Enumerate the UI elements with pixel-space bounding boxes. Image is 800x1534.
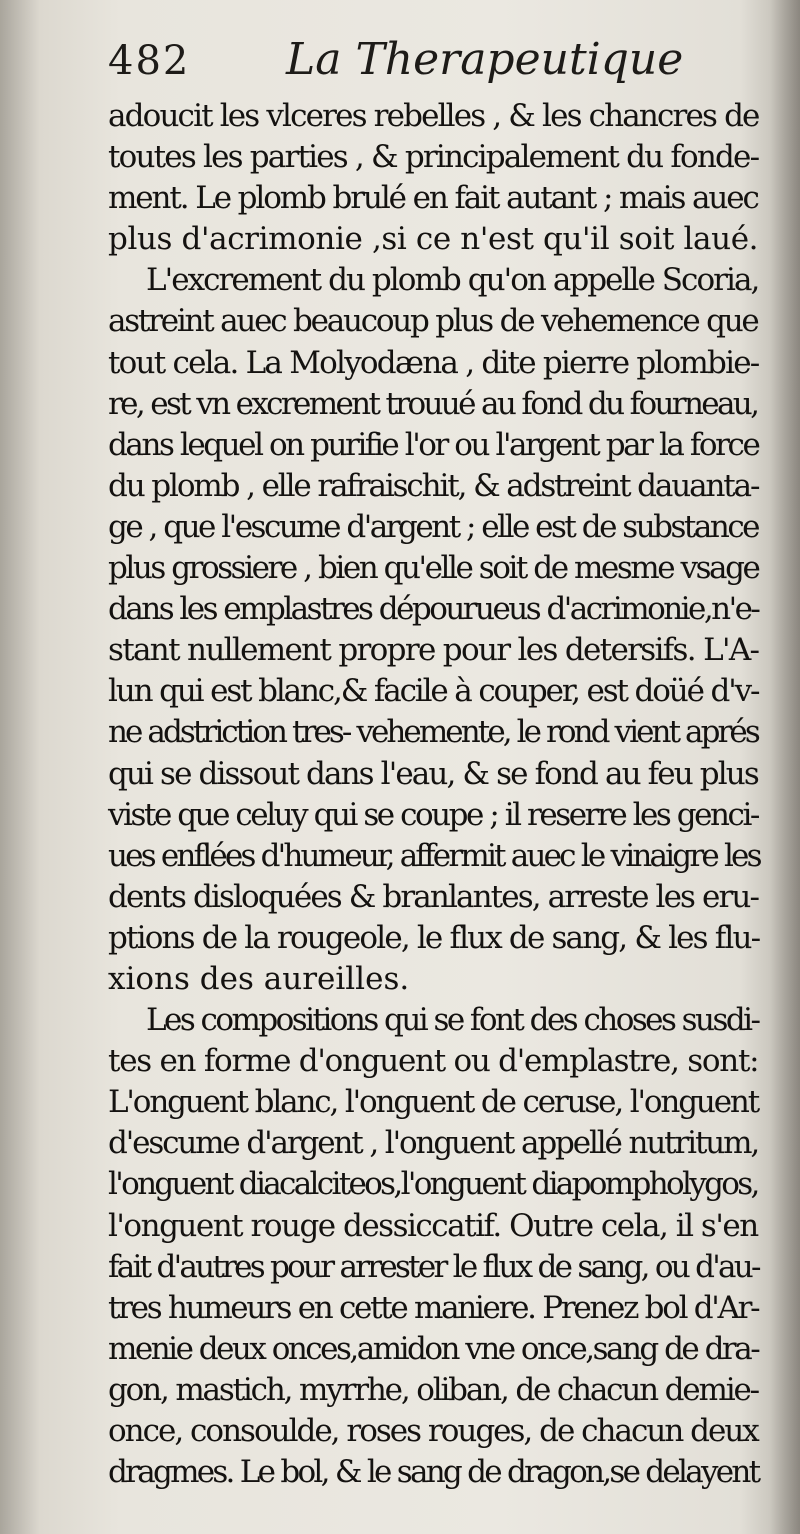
text-line: dragmes. Le bol, & le sang de dragon,se delayent bbox=[108, 1454, 759, 1491]
text-line: adoucit les vlceres rebelles , & les chancres de bbox=[108, 98, 759, 134]
text-line: astreint auec beaucoup plus de vehemence que bbox=[108, 303, 758, 340]
paragraph-start-line: Les compositions qui se font des choses susdi- bbox=[146, 1002, 759, 1039]
page-header bbox=[108, 34, 748, 94]
page-edge-shadow bbox=[770, 0, 800, 1534]
text-line: toutes les parties , & principalement du fonde- bbox=[108, 139, 759, 176]
text-line: lun qui est blanc,& facile à couper, est doüé d'v- bbox=[108, 673, 759, 710]
text-line: once, consoulde, roses rouges, de chacun deux bbox=[108, 1413, 758, 1449]
text-line: fait d'autres pour arrester le flux de sang, ou d'au- bbox=[108, 1248, 759, 1285]
text-line: ge , que l'escume d'argent ; elle est de substance bbox=[108, 508, 759, 545]
text-line: plus grossiere , bien qu'elle soit de mesme vsage bbox=[108, 550, 759, 587]
text-line: menie deux onces,amidon vne once,sang de dra- bbox=[108, 1330, 759, 1367]
text-line: plus d'acrimonie ,si ce n'est qu'il soit laué. bbox=[108, 221, 759, 258]
text-line: tout cela. La Molyodæna , dite pierre plombie- bbox=[108, 344, 759, 381]
text-line: tes en forme d'onguent ou d'emplastre, sont: bbox=[108, 1043, 759, 1080]
text-line: ues enflées d'humeur, affermit auec le vinaigre les bbox=[108, 837, 760, 874]
text-line: dans les emplastres dépourueus d'acrimonie,n'e- bbox=[108, 591, 759, 628]
text-line: d'escume d'argent , l'onguent appellé nutritum, bbox=[108, 1125, 759, 1162]
page-number: 482 bbox=[108, 38, 191, 84]
text-line: dans lequel on purifie l'or ou l'argent par la force bbox=[108, 426, 759, 463]
text-line: ne adstriction tres- vehemente, le rond vient aprés bbox=[108, 714, 758, 751]
paragraph-start-line: L'excrement du plomb qu'on appelle Scoria, bbox=[146, 262, 759, 299]
body-text bbox=[108, 96, 758, 1493]
text-line: stant nullement propre pour les detersifs. L'A- bbox=[108, 632, 759, 669]
text-line: xions des aureilles. bbox=[108, 960, 410, 997]
text-line: qui se dissout dans l'eau, & se fond au feu plus bbox=[108, 755, 758, 792]
text-line: ment. Le plomb brulé en fait autant ; mais auec bbox=[108, 180, 758, 217]
text-line: viste que celuy qui se coupe ; il reserre les genci- bbox=[108, 796, 758, 833]
running-title: La Therapeutique bbox=[286, 34, 684, 85]
text-line: gon, mastich, myrrhe, oliban, de chacun demie- bbox=[108, 1371, 758, 1408]
text-line: du plomb , elle rafraischit, & adstreint dauanta- bbox=[108, 467, 759, 504]
text-line: dents disloquées & branlantes, arreste les eru- bbox=[108, 878, 759, 915]
text-line: tres humeurs en cette maniere. Prenez bol d'Ar- bbox=[108, 1289, 759, 1326]
text-line: l'onguent diacalciteos,l'onguent diapompholygos, bbox=[108, 1166, 758, 1203]
text-line: re, est vn excrement trouué au fond du fourneau, bbox=[108, 385, 758, 422]
text-line: l'onguent rouge dessiccatif. Outre cela, il s'en bbox=[108, 1207, 758, 1244]
text-line: ptions de la rougeole, le flux de sang, & les flu- bbox=[108, 919, 760, 956]
text-line: L'onguent blanc, l'onguent de ceruse, l'onguent bbox=[108, 1084, 759, 1121]
